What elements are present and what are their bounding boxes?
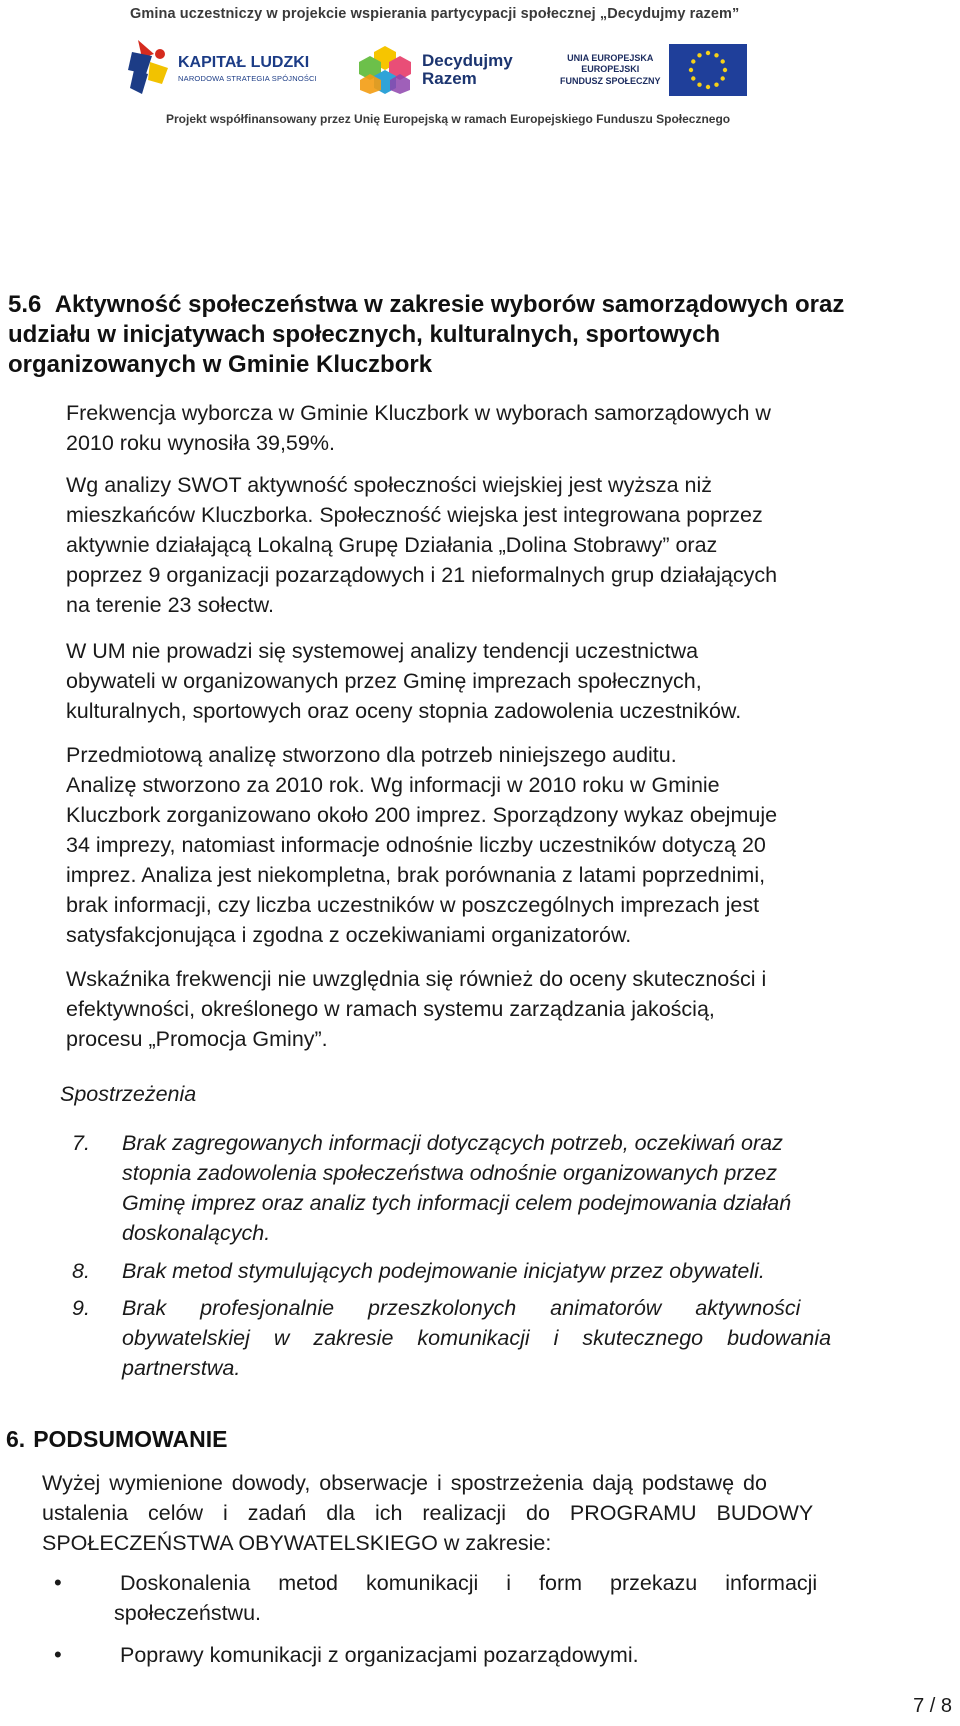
text-line: kulturalnych, sportowych oraz oceny stopnia zadowolenia uczestników. bbox=[66, 699, 742, 723]
text-line: społeczeństwu. bbox=[114, 1601, 261, 1625]
eu-social-fund-logo bbox=[560, 44, 747, 96]
text-line: Przedmiotową analizę stworzono dla potrzeb niniejszego auditu. bbox=[66, 743, 677, 767]
text-line: Kluczbork zorganizowano około 200 imprez. Sporządzony wykaz obejmuje bbox=[66, 803, 778, 827]
section-heading-6 bbox=[6, 1426, 227, 1453]
kapital-ludzki-subtitle: NARODOWA STRATEGIA SPÓJNOŚCI bbox=[178, 73, 317, 83]
observation-number: 9. bbox=[72, 1296, 90, 1320]
text-line: W UM nie prowadzi się systemowej analizy tendencji uczestnictwa bbox=[66, 639, 699, 663]
decydujmy-razem-logo bbox=[356, 44, 513, 96]
eu-logo-line1: UNIA EUROPEJSKA bbox=[567, 52, 654, 63]
text-line: 34 imprezy, natomiast informacje odnośnie liczby uczestników dotyczą 20 bbox=[66, 833, 766, 857]
text-line: Wg analizy SWOT aktywność społeczności wiejskiej jest wyższa niż bbox=[66, 473, 712, 497]
decydujmy-logo-word1: Decydujmy bbox=[422, 51, 513, 70]
text-line: ustalenia celów i zadań dla ich realizacji do PROGRAMU BUDOWY bbox=[42, 1501, 814, 1525]
text-line: Brak zagregowanych informacji dotyczących potrzeb, oczekiwań oraz bbox=[122, 1131, 783, 1155]
kapital-ludzki-name: KAPITAŁ LUDZKI bbox=[178, 53, 310, 71]
header-cofinancing-line: Projekt współfinansowany przez Unię Europejską w ramach Europejskiego Funduszu Społecznego bbox=[166, 112, 731, 126]
kapital-ludzki-emblem-icon bbox=[128, 40, 172, 96]
text-line: brak informacji, czy liczba uczestników w poszczególnych imprezach jest bbox=[66, 893, 760, 917]
text-line: imprez. Analiza jest niekompletna, brak porównania z latami poprzednimi, bbox=[66, 863, 766, 887]
bullet-icon: • bbox=[54, 1642, 62, 1667]
paragraph-um-analysis bbox=[66, 636, 946, 726]
bullet-icon: • bbox=[54, 1570, 62, 1595]
observation-number: 8. bbox=[72, 1259, 90, 1283]
header-project-line: Gmina uczestniczy w projekcie wspierania partycypacji społecznej „Decydujmy razem” bbox=[130, 6, 740, 22]
text-line: obywateli w organizowanych przez Gminę imprezach społecznych, bbox=[66, 669, 702, 693]
text-line: SPOŁECZEŃSTWA OBYWATELSKIEGO w zakresie: bbox=[42, 1531, 552, 1555]
text-line: poprzez 9 organizacji pozarządowych i 21 nieformalnych grup działających bbox=[66, 563, 778, 587]
text-line: partnerstwa. bbox=[122, 1356, 241, 1380]
page-number: 7 / 8 bbox=[913, 1695, 952, 1717]
text-line: Brak metod stymulujących podejmowanie inicjatyw przez obywateli. bbox=[122, 1259, 765, 1283]
paragraph-turnout bbox=[66, 398, 946, 458]
paragraph-audit bbox=[66, 740, 946, 950]
text-line: 2010 roku wynosiła 39,59%. bbox=[66, 431, 335, 455]
paragraph-indicator bbox=[66, 964, 946, 1054]
eu-flag-icon bbox=[669, 44, 747, 96]
section-title-line3: organizowanych w Gminie Kluczbork bbox=[8, 351, 433, 378]
text-line: stopnia zadowolenia społeczeństwa odnośnie organizowanych przez bbox=[122, 1161, 777, 1185]
text-line: doskonalących. bbox=[122, 1221, 271, 1245]
text-line: satysfakcjonująca i zgodna z oczekiwaniami organizatorów. bbox=[66, 923, 632, 947]
text-line: Doskonalenia metod komunikacji i form przekazu informacji bbox=[120, 1571, 818, 1595]
section-title: PODSUMOWANIE bbox=[33, 1426, 228, 1452]
text-line: obywatelskiej w zakresie komunikacji i skutecznego budowania bbox=[122, 1326, 832, 1350]
text-line: Poprawy komunikacji z organizacjami pozarządowymi. bbox=[120, 1643, 639, 1667]
summary-paragraph bbox=[42, 1468, 952, 1558]
section-title-line2: udziału w inicjatywach społecznych, kulturalnych, sportowych bbox=[8, 321, 721, 348]
section-heading-5-6 bbox=[8, 290, 948, 380]
text-line: Wyżej wymienione dowody, obserwacje i spostrzeżenia dają podstawę do bbox=[42, 1471, 767, 1495]
text-line: procesu „Promocja Gminy”. bbox=[66, 1027, 328, 1051]
eu-logo-line3: FUNDUSZ SPOŁECZNY bbox=[560, 75, 661, 86]
kapital-ludzki-logo bbox=[128, 40, 317, 96]
text-line: na terenie 23 sołectw. bbox=[66, 593, 274, 617]
section-number: 5.6 bbox=[8, 291, 42, 318]
paragraph-swot bbox=[66, 470, 946, 620]
section-number: 6. bbox=[6, 1426, 26, 1452]
text-line: Frekwencja wyborcza w Gminie Kluczbork w wyborach samorządowych w bbox=[66, 401, 771, 425]
section-title-line1: Aktywność społeczeństwa w zakresie wyborów samorządowych oraz bbox=[54, 291, 845, 318]
text-line: mieszkańców Kluczborka. Społeczność wiejska jest integrowana poprzez bbox=[66, 503, 763, 527]
text-line: Analizę stworzono za 2010 rok. Wg informacji w 2010 roku w Gminie bbox=[66, 773, 720, 797]
eu-logo-line2: EUROPEJSKI bbox=[581, 64, 640, 75]
text-line: aktywnie działającą Lokalną Grupę Działania „Dolina Stobrawy” oraz bbox=[66, 533, 718, 557]
text-line: Brak profesjonalnie przeszkolonych animatorów aktywności bbox=[122, 1296, 801, 1320]
decydujmy-razem-hexagon-icon bbox=[356, 44, 414, 96]
text-line: Wskaźnika frekwencji nie uwzględnia się również do oceny skuteczności i bbox=[66, 967, 767, 991]
text-line: efektywności, określonego w ramach systemu zarządzania jakością, bbox=[66, 997, 715, 1021]
observation-number: 7. bbox=[72, 1131, 90, 1155]
observations-heading: Spostrzeżenia bbox=[60, 1082, 197, 1106]
decydujmy-logo-word2: Razem bbox=[422, 69, 477, 88]
text-line: Gminę imprez oraz analiz tych informacji celem podejmowania działań bbox=[122, 1191, 792, 1215]
